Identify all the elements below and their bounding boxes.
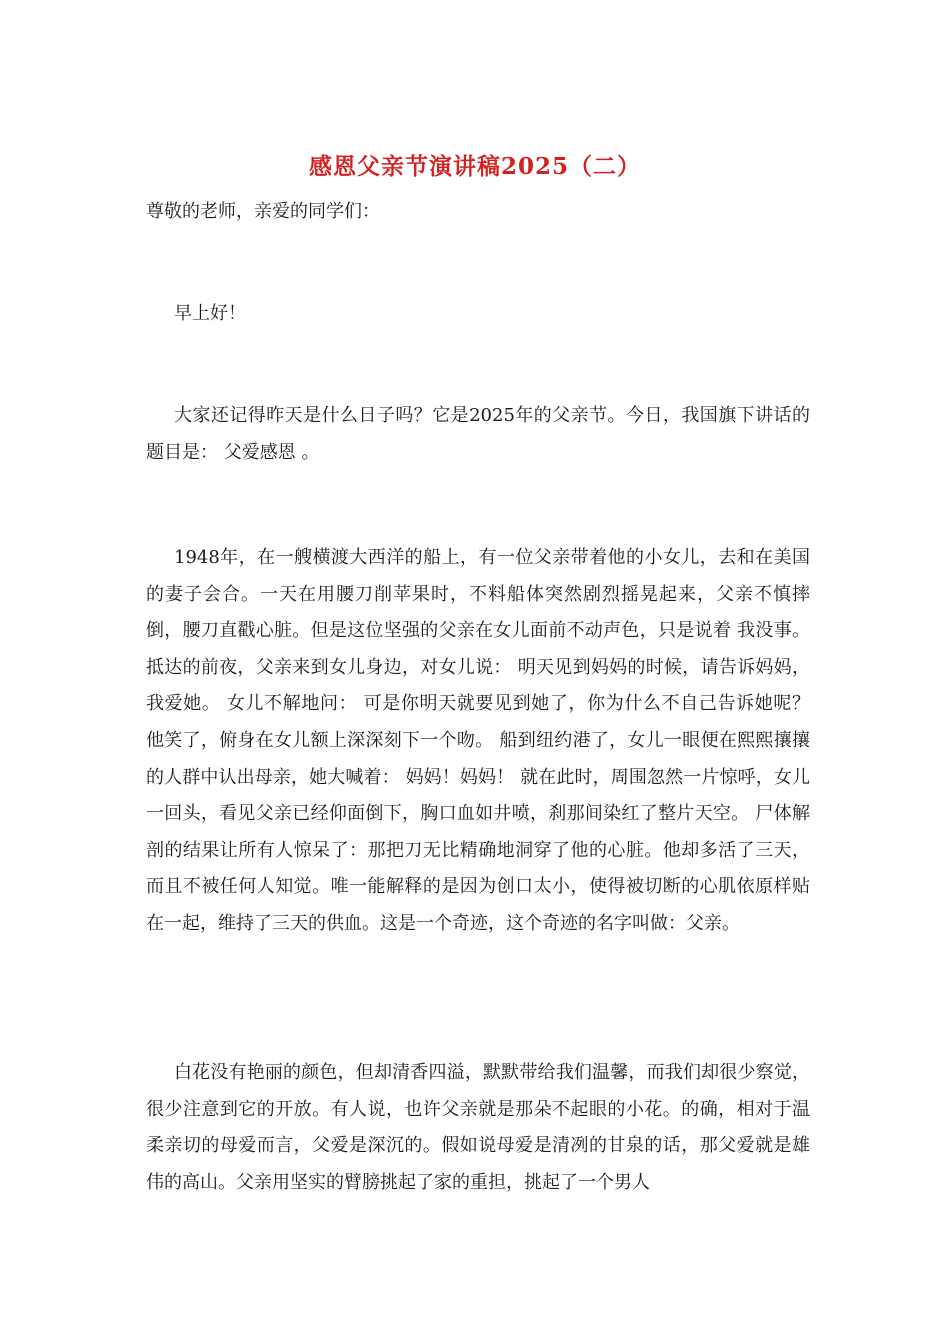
paragraph-story: 1948年，在一艘横渡大西洋的船上，有一位父亲带着他的小女儿，去和在美国的妻子会合。一天在用腰刀削苹果时，不料船体突然剧烈摇晃起来，父亲不慎摔倒，腰刀直戳心脏。但是这位坚强的父亲在女儿面前不动声色，只是说着 我没事。 抵达的前夜，父亲来到女儿身边，对女儿说： 明天见到妈妈的时候，请告诉妈妈，我爱她。 女儿不解地问： 可是你明天就要见到她了，你为什么不自己告诉她呢？ 他笑了，俯身在女儿额上深深刻下一个吻。 船到纽约港了，女儿一眼便在熙熙攘攘的人群中认出母亲，她大喊着： 妈妈！妈妈！ 就在此时，周围忽然一片惊呼，女儿一回头，看见父亲已经仰面倒下，胸口血如井喷，刹那间染红了整片天空。 尸体解剖的结果让所有人惊呆了：那把刀无比精确地洞穿了他的心脏。他却多活了三天，而且不被任何人知觉。唯一能解释的是因为创口太小，使得被切断的心肌依原样贴在一起，维持了三天的供血。这是一个奇迹，这个奇迹的名字叫做：父亲。 (146, 547, 810, 934)
paragraph-greeting: 早上好！ (174, 303, 246, 324)
document-title: 感恩父亲节演讲稿2025（二） (308, 153, 641, 180)
salutation: 尊敬的老师，亲爱的同学们： (146, 201, 380, 222)
paragraph-intro: 大家还记得昨天是什么日子吗？它是2025年的父亲节。今日，我国旗下讲话的题目是： 父爱感恩 。 (146, 405, 810, 463)
paragraph-father-love: 白花没有艳丽的颜色，但却清香四溢，默默带给我们温馨，而我们却很少察觉，很少注意到它的开放。有人说，也许父亲就是那朵不起眼的小花。的确，相对于温柔亲切的母爱而言，父爱是深沉的。假如说母爱是清冽的甘泉的话，那父爱就是雄伟的高山。父亲用坚实的臂膀挑起了家的重担，挑起了一个男人 (146, 1062, 810, 1193)
